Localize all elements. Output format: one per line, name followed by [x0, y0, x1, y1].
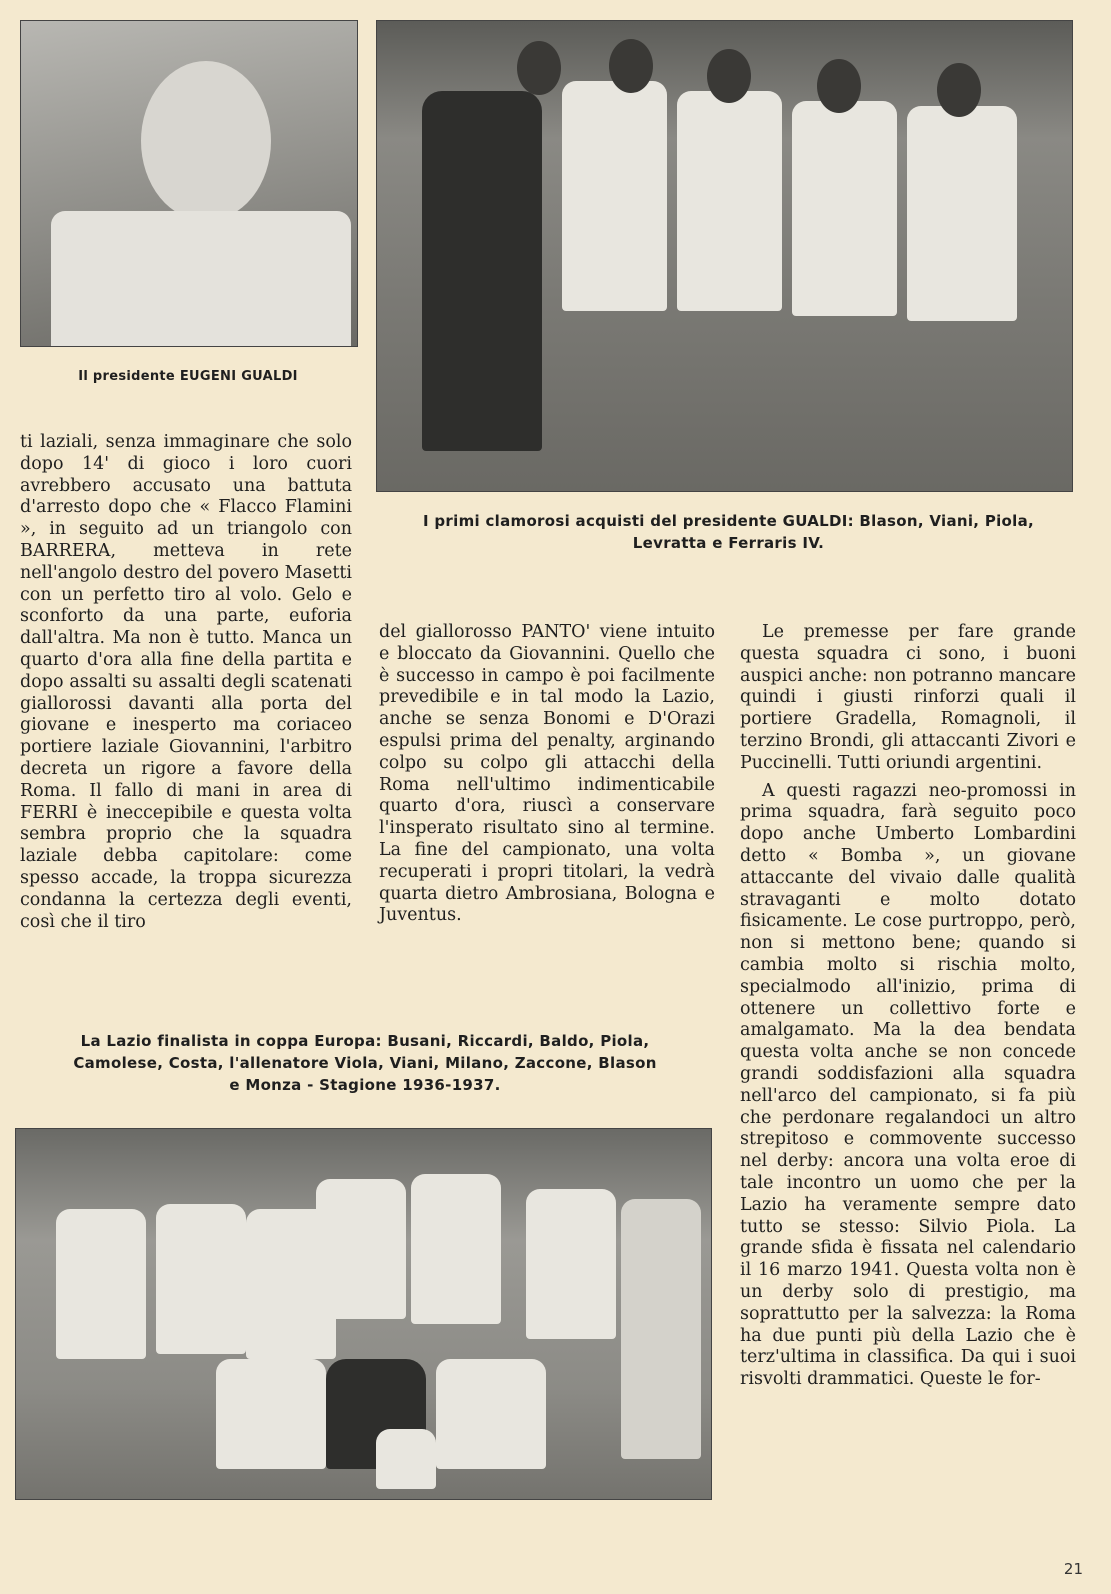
player-figure — [216, 1359, 326, 1469]
player-figure — [562, 81, 667, 311]
acquisitions-photo — [376, 20, 1073, 492]
player-figure — [677, 91, 782, 311]
mascot-figure — [376, 1429, 436, 1489]
middle-column-text: del giallorosso PANTO' viene intuito e bloccato da Giovannini. Quello che è successo in campo è poi facilmente prevedibile e in tal modo la Lazio, anche se senza Bonomi e D'Orazi espulsi prima del penalty, arginando colpo su colpo gli attacchi della Roma nell'ultimo indimenticabile quarto d'ora, riuscì a conservare l'insperato risultato sino al termine. La fine del campionato, una volta recuperati i propri titolari, la vedrà quarta dietro Ambrosiana, Bologna e Juventus. — [379, 622, 715, 926]
portrait-head — [141, 61, 271, 221]
right-column-paragraph-2: A questi ragazzi neo-promossi in prima squadra, farà seguito poco dopo anche Umberto Lombardini detto « Bomba », un giovane attaccante del vivaio dalle qualità stravaganti e molto dotato fisicamente. Le cose purtroppo, però, non si mettono bene; quando si cambia molto si rischia molto, specialmodo all'inizio, prima di ottenere un collettivo forte e amalgamato. Ma la dea bendata questa volta anche se non concede grandi soddisfazioni alla squadra nell'arco del campionato, si fa più che perdonare regalandoci un altro strepitoso e commovente successo nel derby: ancora una volta eroe di tale incontro un uomo che per la Lazio ha veramente sempre dato tutto se stesso: Silvio Piola. La grande sfida è fissata nel calendario il 16 marzo 1941. Questa volta non è un derby solo di prestigio, ma soprattutto per la salvezza: la Roma ha due punti più della Lazio che è terz'ultima in classifica. Da qui i suoi risvolti drammatici. Queste le for- — [740, 780, 1076, 1390]
team-caption-line3: e Monza - Stagione 1936-1937. — [229, 1076, 501, 1094]
acquisitions-caption — [376, 510, 1081, 554]
player-figure — [436, 1359, 546, 1469]
team-caption — [15, 1030, 715, 1096]
player-head — [707, 49, 751, 103]
left-column-text: ti laziali, senza immaginare che solo dopo 14' di gioco i loro cuori avrebbero accusato una battuta d'arresto dopo che « Flacco Flamini », in seguito ad un triangolo con BARRERA, metteva in rete nell'angolo destro del povero Masetti con un perfetto tiro al volo. Gelo e sconforto da una parte, euforia dall'altra. Ma non è tutto. Manca un quarto d'ora alla fine della partita e dopo assalti su assalti degli scatenati giallorossi davanti alla porta del giovane e inesperto ma coriaceo portiere laziale Giovannini, l'arbitro decreta un rigore a favore della Roma. Il fallo di mani in area di FERRI è ineccepibile e questa volta sembra proprio che la squadra laziale debba capitolare: come spesso accade, la troppa sicurezza condanna la certezza degli eventi, così che il tiro — [20, 432, 352, 932]
acquisitions-caption-line2: Levratta e Ferraris IV. — [632, 534, 825, 552]
player-figure — [56, 1209, 146, 1359]
player-head — [937, 63, 981, 117]
left-column — [20, 432, 352, 937]
president-photo — [20, 20, 358, 347]
middle-column — [379, 622, 715, 931]
player-figure — [316, 1179, 406, 1319]
president-caption: Il presidente EUGENI GUALDI — [78, 369, 298, 384]
right-column — [740, 622, 1076, 1395]
player-figure — [411, 1174, 501, 1324]
right-column-paragraph-1: Le premesse per fare grande questa squadra ci sono, i buoni auspici anche: non potranno mancare quindi i giusti rinforzi quali il portiere Gradella, Romagnoli, il terzino Brondi, gli attaccanti Zivori e Puccinelli. Tutti oriundi argentini. — [740, 622, 1076, 773]
acquisitions-caption-line1: I primi clamorosi acquisti del presidente GUALDI: Blason, Viani, Piola, — [422, 512, 1035, 530]
player-head — [817, 59, 861, 113]
player-head — [609, 39, 653, 93]
page-number: 21 — [1063, 1560, 1083, 1578]
player-figure — [792, 101, 897, 316]
portrait-body — [51, 211, 351, 347]
player-figure — [156, 1204, 246, 1354]
player-head — [517, 41, 561, 95]
team-caption-line1: La Lazio finalista in coppa Europa: Busani, Riccardi, Baldo, Piola, — [80, 1032, 650, 1050]
team-caption-line2: Camolese, Costa, l'allenatore Viola, Viani, Milano, Zaccone, Blason — [73, 1054, 657, 1072]
goalkeeper-figure — [422, 91, 542, 451]
player-figure — [526, 1189, 616, 1339]
coach-figure — [621, 1199, 701, 1459]
team-photo — [15, 1128, 712, 1500]
player-figure — [907, 106, 1017, 321]
